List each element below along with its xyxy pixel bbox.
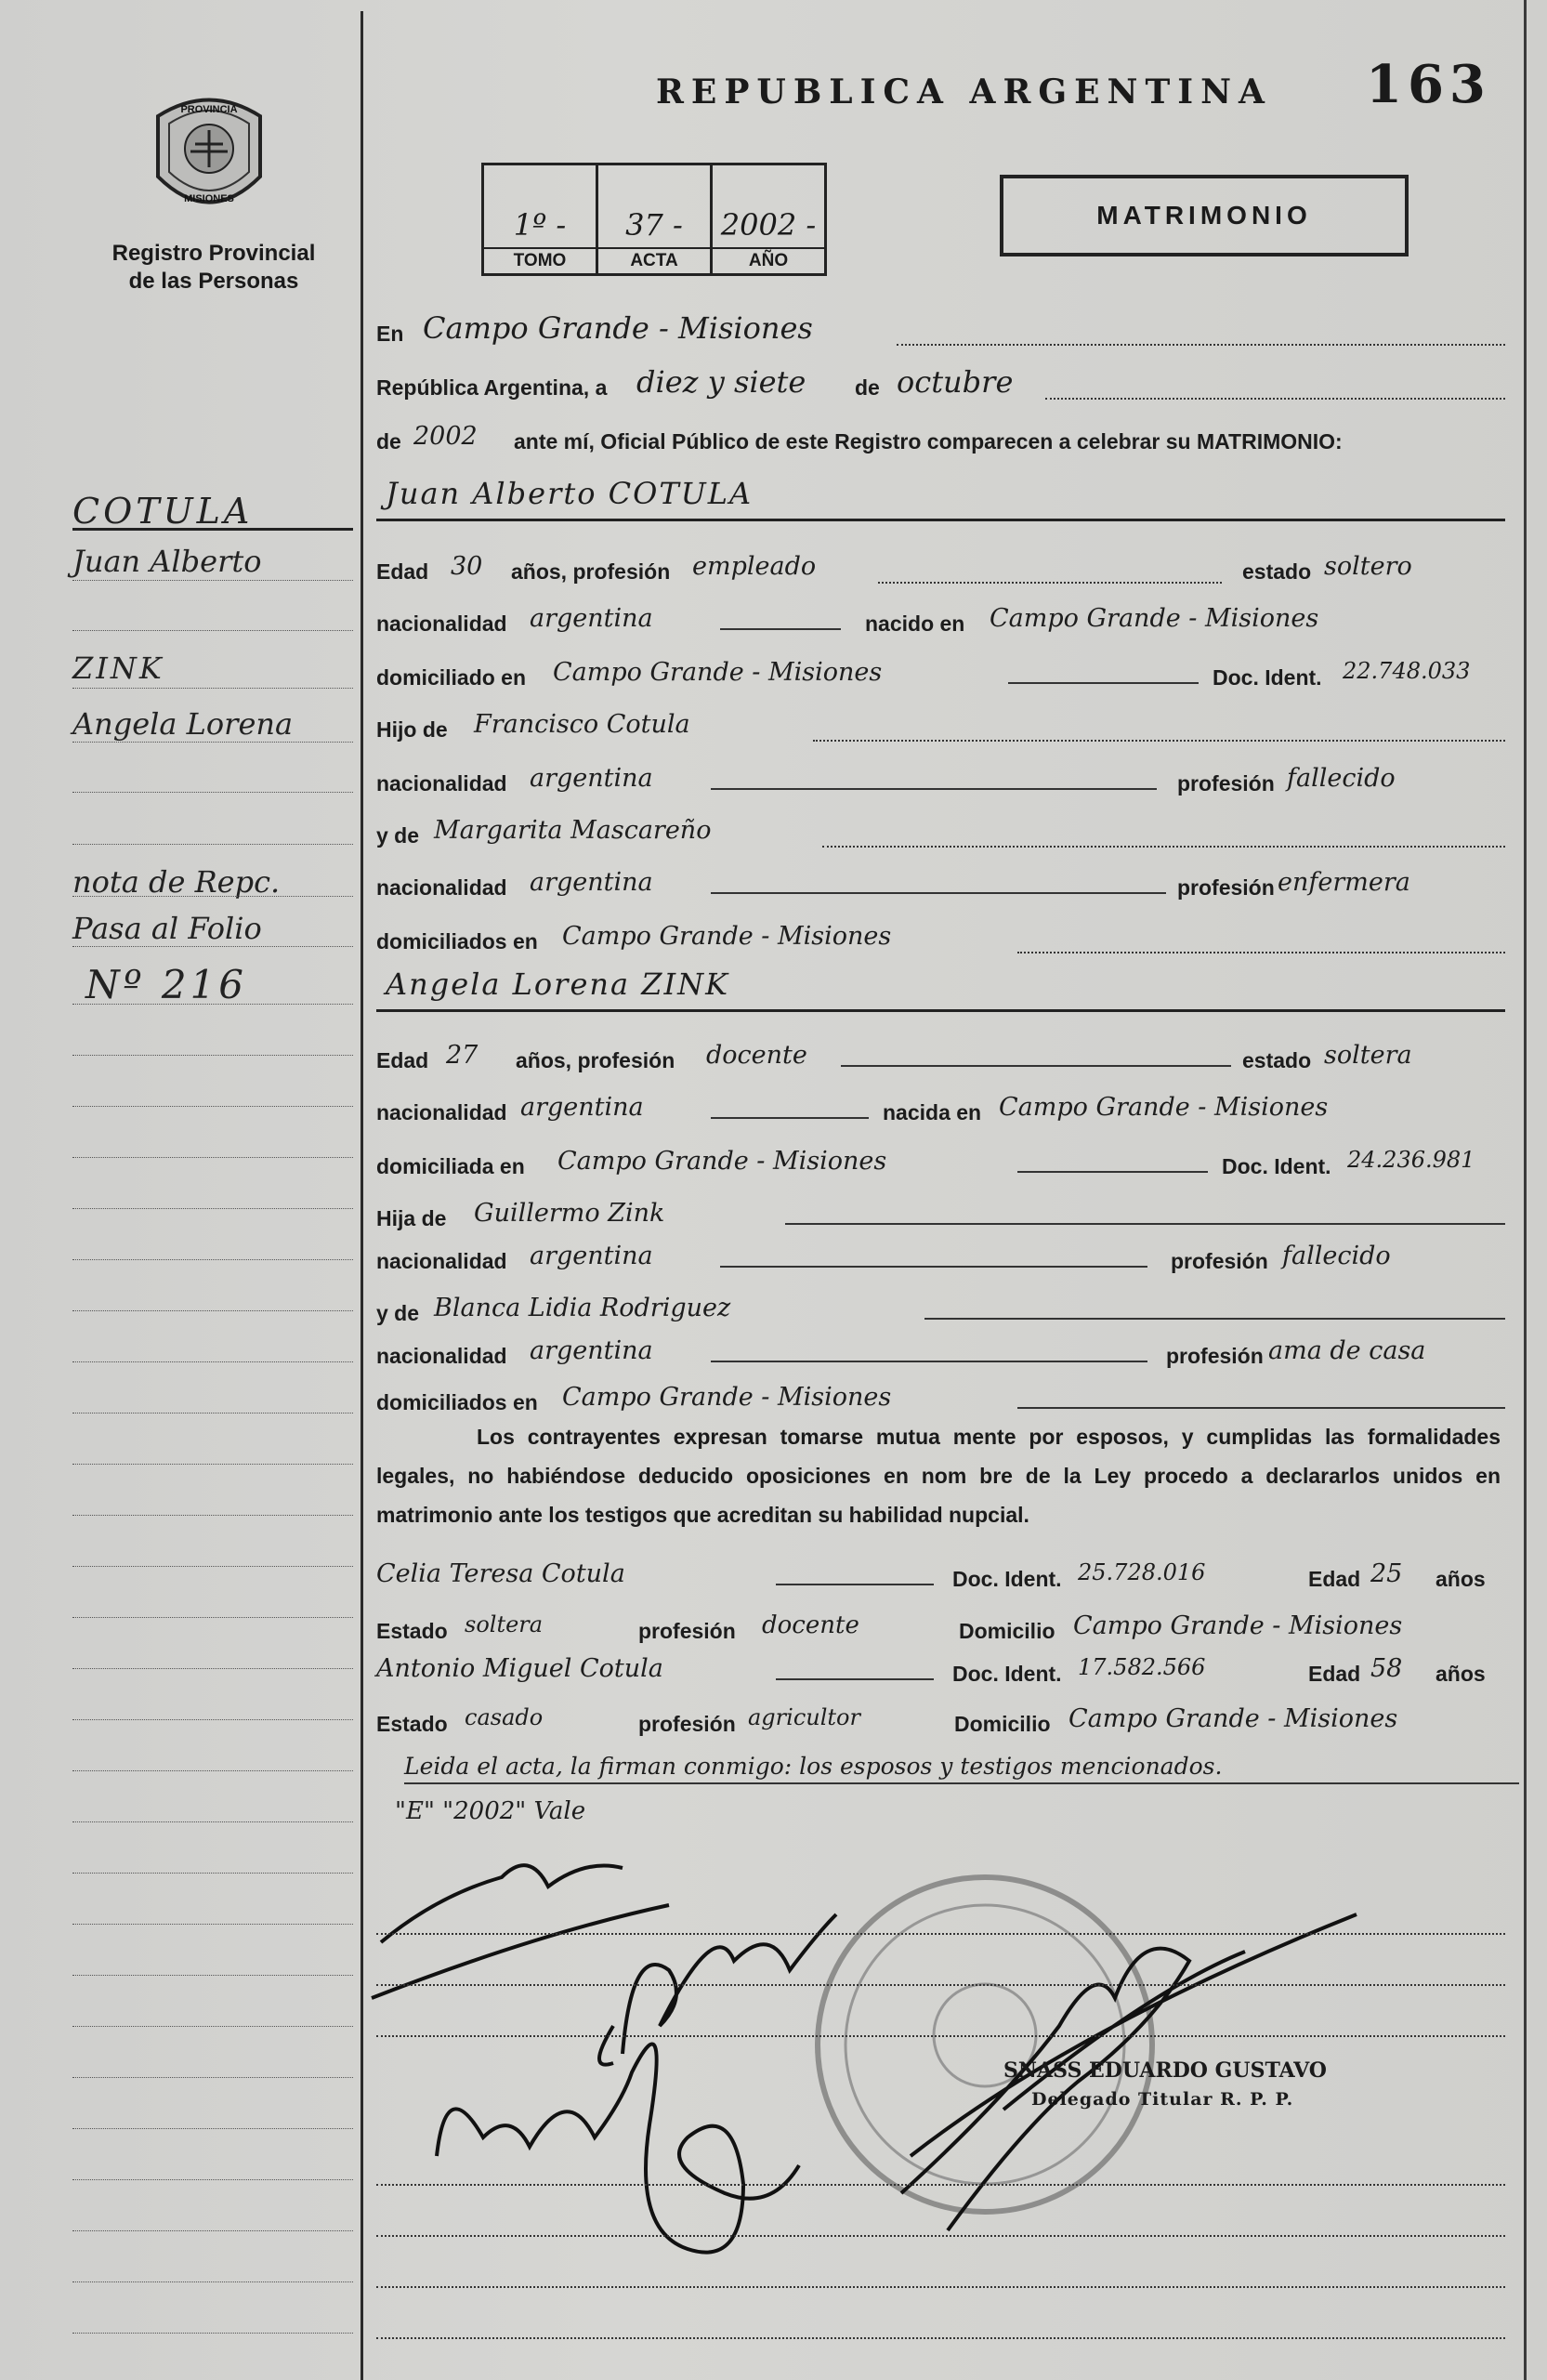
witness1-doc: 25.728.016 xyxy=(1078,1559,1206,1585)
label-edad: Edad xyxy=(1308,1662,1361,1686)
fill-dash xyxy=(711,892,1166,894)
anio-label: AÑO xyxy=(713,247,824,273)
witness2-profession: agricultor xyxy=(748,1704,860,1730)
blank-rule xyxy=(376,2207,1505,2244)
fill-dash xyxy=(841,1065,1231,1067)
label-anos-profesion: años, profesión xyxy=(516,1048,675,1072)
row-bride-nationality xyxy=(376,1095,1505,1132)
registry-line-2: de las Personas xyxy=(128,269,299,294)
fill-dots xyxy=(1017,952,1505,953)
fill-dots xyxy=(376,2286,1505,2288)
ceremony-day: diez y siete xyxy=(636,364,806,400)
groom-mother-profession: enfermera xyxy=(1278,868,1410,897)
name-rule xyxy=(376,1009,1505,1012)
margin-rule xyxy=(72,1208,353,1209)
ceremony-place: Campo Grande - Misiones xyxy=(423,310,813,346)
row-groom-mother xyxy=(376,818,1505,855)
fill-dots xyxy=(376,2235,1505,2237)
witness2-name: Antonio Miguel Cotula xyxy=(376,1654,663,1683)
label-estado: estado xyxy=(1242,1048,1312,1072)
margin-rule xyxy=(72,688,353,689)
fill-dots xyxy=(813,740,1505,742)
tomo-label: TOMO xyxy=(484,247,596,273)
row-date xyxy=(376,364,1505,407)
label-estado-cap: Estado xyxy=(376,1712,448,1736)
fill-dots xyxy=(376,1933,1505,1935)
registry-name xyxy=(93,240,334,296)
bride-parents-domicile: Campo Grande - Misiones xyxy=(562,1383,892,1412)
margin-rule xyxy=(72,2281,353,2282)
right-border xyxy=(1524,0,1527,2380)
bride-age: 27 xyxy=(446,1041,479,1070)
row-groom-nationality xyxy=(376,606,1505,643)
row-groom-parents-domicile xyxy=(376,924,1505,961)
fill-dots xyxy=(1045,398,1505,400)
label-nacionalidad: nacionalidad xyxy=(376,611,507,636)
margin-rule xyxy=(72,1413,353,1414)
label-nacido-en: nacido en xyxy=(865,611,965,636)
anio-cell xyxy=(713,165,824,273)
margin-rule xyxy=(72,1719,353,1720)
margin-rule xyxy=(72,630,353,631)
label-nacionalidad: nacionalidad xyxy=(376,1344,507,1368)
folio-number: 163 xyxy=(1366,54,1491,115)
groom-domicile: Campo Grande - Misiones xyxy=(553,658,883,687)
witness2-doc: 17.582.566 xyxy=(1078,1654,1206,1680)
row-bride-parents-domicile xyxy=(376,1385,1505,1422)
blank-rule xyxy=(376,2309,1505,2347)
bride-mother: Blanca Lidia Rodriguez xyxy=(434,1294,731,1322)
bride-status: soltera xyxy=(1324,1041,1412,1070)
margin-rule xyxy=(72,1055,353,1056)
label-estado: estado xyxy=(1242,559,1312,584)
groom-birthplace: Campo Grande - Misiones xyxy=(990,604,1319,633)
fill-dash xyxy=(1017,1171,1208,1173)
row-bride-father xyxy=(376,1201,1505,1238)
label-nacionalidad: nacionalidad xyxy=(376,875,507,900)
bride-domicile: Campo Grande - Misiones xyxy=(557,1147,887,1176)
label-doc-ident: Doc. Ident. xyxy=(952,1567,1062,1591)
margin-rule xyxy=(72,1873,353,1874)
label-profesion: profesión xyxy=(1166,1344,1264,1368)
groom-nationality: argentina xyxy=(530,604,653,633)
bride-birthplace: Campo Grande - Misiones xyxy=(999,1093,1329,1122)
label-doc-ident: Doc. Ident. xyxy=(1213,665,1322,690)
witness1-status: soltera xyxy=(465,1611,544,1637)
row-bride-age xyxy=(376,1043,1505,1080)
margin-rule xyxy=(72,2230,353,2231)
registry-line-1: Registro Provincial xyxy=(111,241,316,266)
declaration-text: Los contrayentes expresan tomarse mutua mente por esposos, y cumplidas las formalidades legales, no habiéndose deducido oposiciones en nom bre de la Ley procedo a declararlos unidos en matrimonio ante los testigos que acreditan su habilidad nupcial. xyxy=(376,1425,1501,1527)
label-profesion: profesión xyxy=(1177,875,1275,900)
name-rule xyxy=(376,519,1505,521)
margin-rule xyxy=(72,946,353,947)
fill-dash xyxy=(711,1117,869,1119)
bride-profession: docente xyxy=(706,1041,807,1070)
fill-dots xyxy=(878,582,1222,584)
label-profesion: profesión xyxy=(638,1619,736,1643)
margin-rule xyxy=(72,792,353,793)
label-de: de xyxy=(855,375,880,400)
fill-dots xyxy=(376,1984,1505,1986)
label-domiciliados-en: domiciliados en xyxy=(376,929,538,953)
seal-text-top: PROVINCIA xyxy=(180,104,238,115)
row-bride-father-nat xyxy=(376,1243,1505,1281)
blank-rule xyxy=(376,1905,1505,1942)
fill-dash xyxy=(924,1318,1505,1320)
witness1-domicile: Campo Grande - Misiones xyxy=(1073,1611,1403,1640)
row-bride-mother-nat xyxy=(376,1338,1505,1375)
fill-dash xyxy=(720,628,841,630)
row-groom-age xyxy=(376,554,1505,591)
record-table xyxy=(481,163,827,276)
fill-dash xyxy=(711,1361,1147,1362)
label-profesion: profesión xyxy=(638,1712,736,1736)
groom-status: soltero xyxy=(1324,552,1412,581)
bride-father-nationality: argentina xyxy=(530,1242,653,1270)
bride-mother-profession: ama de casa xyxy=(1268,1336,1426,1365)
blank-rule xyxy=(376,2007,1505,2045)
label-estado-cap: Estado xyxy=(376,1619,448,1643)
groom-age: 30 xyxy=(451,552,483,581)
margin-rule xyxy=(72,2179,353,2180)
label-doc-ident: Doc. Ident. xyxy=(952,1662,1062,1686)
margin-rule xyxy=(72,1770,353,1771)
groom-doc: 22.748.033 xyxy=(1343,658,1471,684)
row-groom-father-nat xyxy=(376,766,1505,803)
row-bride-mother xyxy=(376,1295,1505,1333)
blank-rule xyxy=(376,2156,1505,2193)
fill-dots xyxy=(822,846,1505,848)
label-profesion: profesión xyxy=(1177,771,1275,796)
margin-bride-names: Angela Lorena xyxy=(72,706,294,742)
acta-value: 37 - xyxy=(625,207,683,243)
anio-value: 2002 - xyxy=(720,207,817,243)
official-name: SNASS EDUARDO GUSTAVO xyxy=(1003,2058,1327,2083)
fill-dash xyxy=(1008,682,1199,684)
label-domiciliada-en: domiciliada en xyxy=(376,1154,525,1178)
seal-text-bottom: MISIONES xyxy=(184,193,234,204)
fill-dash xyxy=(720,1266,1147,1268)
label-domicilio: Domicilio xyxy=(954,1712,1051,1736)
row-groom-name xyxy=(376,476,1505,519)
bride-father: Guillermo Zink xyxy=(474,1199,665,1228)
label-y-de: y de xyxy=(376,823,420,848)
margin-rule xyxy=(72,2333,353,2334)
blank-rule xyxy=(376,2258,1505,2295)
acta-label: ACTA xyxy=(598,247,710,273)
row-groom-domicile xyxy=(376,660,1505,697)
label-en: En xyxy=(376,322,404,346)
margin-groom-surname: COTULA xyxy=(72,491,254,532)
margin-groom-names: Juan Alberto xyxy=(72,544,262,579)
label-edad: Edad xyxy=(376,559,429,584)
groom-profession: empleado xyxy=(692,552,817,581)
margin-rule xyxy=(72,2077,353,2078)
provincial-seal-icon xyxy=(149,88,269,218)
row-witness1-details xyxy=(376,1613,1505,1650)
row-place xyxy=(376,310,1505,353)
row-bride-domicile xyxy=(376,1149,1505,1186)
margin-rule xyxy=(72,1515,353,1516)
label-domicilio: Domicilio xyxy=(959,1619,1055,1643)
closing-text: Leida el acta, la firman conmigo: los esposos y testigos mencionados. xyxy=(404,1753,1223,1780)
fill-dots xyxy=(376,2337,1505,2339)
row-witness2-details xyxy=(376,1706,1505,1743)
label-domiciliados-en: domiciliados en xyxy=(376,1390,538,1414)
witness2-age: 58 xyxy=(1370,1654,1403,1683)
tomo-cell xyxy=(484,165,598,273)
row-bride-name xyxy=(376,966,1505,1009)
document-type-box: MATRIMONIO xyxy=(1000,175,1409,256)
bride-father-profession: fallecido xyxy=(1282,1242,1391,1270)
row-groom-mother-nat xyxy=(376,870,1505,907)
margin-rule xyxy=(72,844,353,845)
bride-mother-nationality: argentina xyxy=(530,1336,653,1365)
margin-rule xyxy=(72,1617,353,1618)
appearance-text: ante mí, Oficial Público de este Registro comparecen a celebrar su MATRIMONIO: xyxy=(514,429,1343,454)
label-y-de: y de xyxy=(376,1301,420,1325)
witness1-profession: docente xyxy=(762,1611,859,1639)
groom-father: Francisco Cotula xyxy=(474,710,690,739)
label-anos: años xyxy=(1436,1662,1486,1686)
fill-dash xyxy=(776,1584,934,1585)
margin-bride-surname: ZINK xyxy=(72,651,164,686)
bride-doc: 24.236.981 xyxy=(1347,1147,1475,1173)
row-witness1-name xyxy=(376,1561,1505,1598)
ceremony-month: octubre xyxy=(897,364,1014,400)
margin-rule xyxy=(72,1361,353,1362)
label-nacionalidad: nacionalidad xyxy=(376,771,507,796)
margin-rule xyxy=(72,742,353,743)
label-edad: Edad xyxy=(1308,1567,1361,1591)
groom-father-nationality: argentina xyxy=(530,764,653,793)
witness2-domicile: Campo Grande - Misiones xyxy=(1068,1704,1398,1733)
label-nacionalidad: nacionalidad xyxy=(376,1100,507,1124)
label-anos: años xyxy=(1436,1567,1486,1591)
margin-note-1: nota de Repc. xyxy=(72,864,281,900)
row-witness2-name xyxy=(376,1656,1505,1693)
label-de-year: de xyxy=(376,429,401,454)
row-groom-father xyxy=(376,712,1505,749)
margin-rule xyxy=(72,896,353,897)
blank-rule xyxy=(376,1956,1505,1993)
label-republica: República Argentina, a xyxy=(376,375,608,400)
label-hija-de: Hija de xyxy=(376,1206,447,1230)
groom-father-profession: fallecido xyxy=(1287,764,1396,793)
label-nacida-en: nacida en xyxy=(883,1100,982,1124)
row-year xyxy=(376,424,1505,461)
margin-rule xyxy=(72,1157,353,1158)
country-title: REPUBLICA ARGENTINA xyxy=(656,72,1272,112)
margin-rule xyxy=(72,1566,353,1567)
margin-rule xyxy=(72,1259,353,1260)
fill-dots xyxy=(376,2035,1505,2037)
margin-rule xyxy=(72,2026,353,2027)
groom-mother-nationality: argentina xyxy=(530,868,653,897)
fill-dash xyxy=(776,1678,934,1680)
witness2-status: casado xyxy=(465,1704,544,1730)
margin-rule xyxy=(72,1668,353,1669)
witness1-name: Celia Teresa Cotula xyxy=(376,1559,625,1588)
margin-note-2: Pasa al Folio xyxy=(72,911,262,946)
official-title: Delegado Titular R. P. P. xyxy=(1031,2089,1294,2110)
margin-note-3: Nº 216 xyxy=(85,962,248,1007)
margin-rule xyxy=(72,1464,353,1465)
margin-rule xyxy=(72,1310,353,1311)
ceremony-year: 2002 xyxy=(413,422,478,451)
bride-nationality: argentina xyxy=(520,1093,644,1122)
margin-rule xyxy=(72,1821,353,1822)
label-nacionalidad: nacionalidad xyxy=(376,1249,507,1273)
label-profesion: profesión xyxy=(1171,1249,1268,1273)
margin-rule xyxy=(72,1106,353,1107)
margin-rule xyxy=(72,1975,353,1976)
margin-rule xyxy=(72,528,353,531)
margin-rule xyxy=(72,1004,353,1005)
groom-parents-domicile: Campo Grande - Misiones xyxy=(562,922,892,951)
acta-cell xyxy=(598,165,713,273)
fill-dash xyxy=(711,788,1157,790)
tomo-value: 1º - xyxy=(513,207,567,243)
groom-mother: Margarita Mascareño xyxy=(434,816,712,845)
label-domiciliado-en: domiciliado en xyxy=(376,665,527,690)
closing-vale: "E" "2002" Vale xyxy=(395,1797,586,1825)
label-hijo-de: Hijo de xyxy=(376,717,448,742)
label-edad: Edad xyxy=(376,1048,429,1072)
margin-rule xyxy=(72,2128,353,2129)
margin-rule xyxy=(72,1924,353,1925)
fill-dash xyxy=(785,1223,1505,1225)
label-doc-ident: Doc. Ident. xyxy=(1222,1154,1331,1178)
witness1-age: 25 xyxy=(1370,1559,1403,1588)
fill-dots xyxy=(897,344,1505,346)
fill-dash xyxy=(1017,1407,1505,1409)
bride-full-name: Angela Lorena ZINK xyxy=(386,966,730,1002)
fill-dots xyxy=(376,2184,1505,2186)
margin-rule xyxy=(72,580,353,581)
label-anos-profesion: años, profesión xyxy=(511,559,671,584)
groom-full-name: Juan Alberto COTULA xyxy=(386,476,754,511)
